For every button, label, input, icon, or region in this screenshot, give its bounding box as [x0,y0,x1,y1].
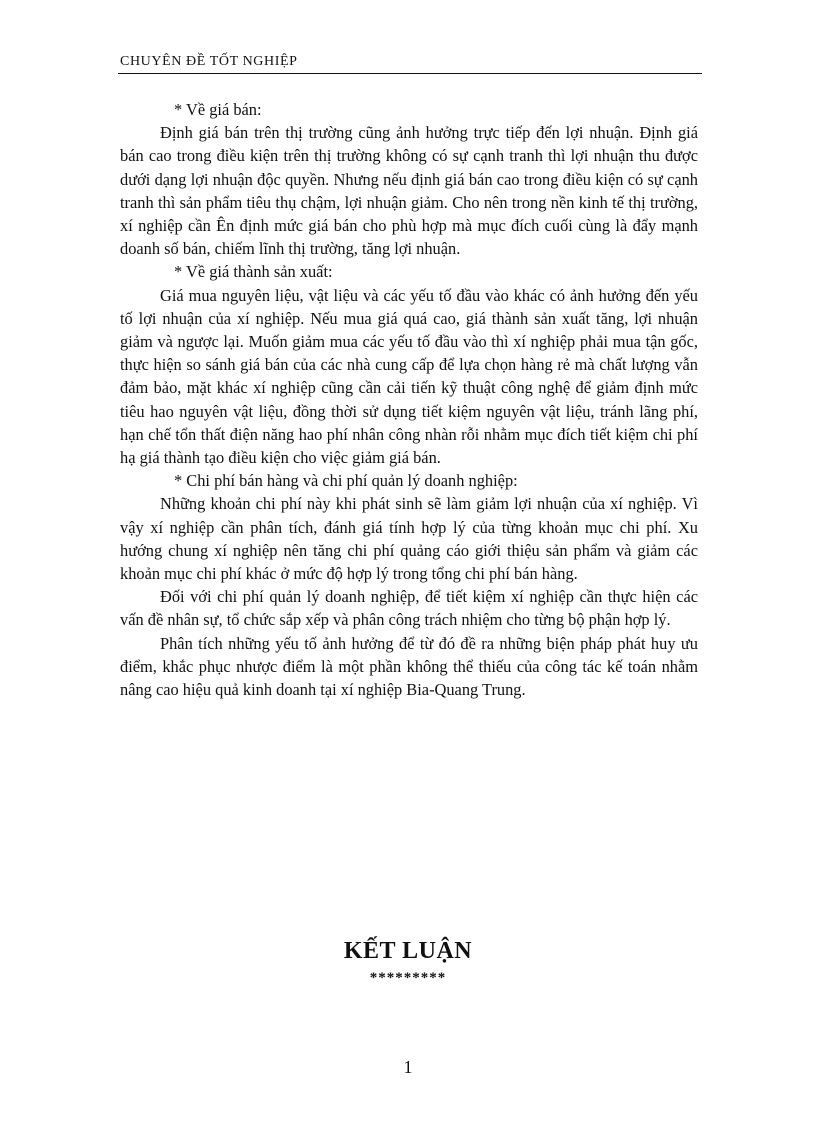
paragraph-ket: Phân tích những yếu tố ảnh hưởng để từ đó đề ra những biện pháp phát huy ưu điểm, khắc phục nhược điểm là một phần không thể thiếu của công tác kế toán nhằm nâng cao hiệu quả kinh doanh tại xí nghiệp Bia-Quang Trung. [120,633,698,700]
paragraph-gia-thanh: Giá mua nguyên liệu, vật liệu và các yếu tố đầu vào khác có ảnh hưởng đến yếu tố lợi nhuận của xí nghiệp. Nếu mua giá quá cao, giá thành sản xuất tăng, lợi nhuận giảm và ngược lại. Muốn giảm mua các yếu tố đầu vào thì xí nghiệp phải mua tận gốc, thực hiện so sánh giá bán của các nhà cung cấp để lựa chọn hàng rẻ mà chất lượng vẫn đảm bảo, mặt khác xí nghiệp cũng cần cải tiến kỹ thuật công nghệ để giảm định mức tiêu hao nguyên vật liệu, đồng thời sử dụng tiết kiệm nguyên vật liệu, tránh lãng phí, hạn chế tổn thất điện năng hao phí nhân công nhàn rỗi nhằm mục đích tiết kiệm chi phí hạ giá thành tạo điều kiện cho việc giảm giá bán. [120,285,698,468]
heading-gia-thanh: * Về giá thành sản xuất: [174,262,333,282]
heading-gia-ban: * Về giá bán: [174,100,262,119]
document-body [120,98,698,701]
conclusion-stars: ********* [369,970,447,986]
paragraph-chi-phi-1: Những khoản chi phí này khi phát sinh sẽ làm giảm lợi nhuận của xí nghiệp. Vì vậy xí nghiệp cần phân tích, đánh giá tính hợp lý của từng khoản mục chi phí. Xu hướng chung xí nghiệp nên tăng chi phí quảng cáo giới thiệu sản phẩm và giảm các khoản mục chi phí khác ở mức độ hợp lý trong tổng chi phí bán hàng. [120,494,698,584]
conclusion-title: KẾT LUẬN [343,938,473,964]
paragraph-gia-ban: Định giá bán trên thị trường cũng ảnh hưởng trực tiếp đến lợi nhuận. Định giá bán cao trong điều kiện trên thị trường không có sự cạnh tranh thì lợi nhuận thu được dưới dạng lợi nhuận độc quyền. Nhưng nếu định giá bán cao trong điều kiện có sự cạnh tranh thì sản phẩm tiêu thụ chậm, lợi nhuận giảm. Cho nên trong nền kinh tế thị trường, xí nghiệp cần Ên định mức giá bán cho phù hợp mà mục đích cuối cùng là đẩy mạnh doanh số bán, chiếm lĩnh thị trường, tăng lợi nhuận. [120,123,698,259]
page-number: 1 [403,1057,413,1077]
page-header [118,53,702,74]
header-title: CHUYÊN ĐỀ TỐT NGHIỆP [120,54,298,69]
paragraph-chi-phi-2: Đối với chi phí quản lý doanh nghiệp, để tiết kiệm xí nghiệp cần thực hiện các vấn đề nhân sự, tổ chức sắp xếp và phân công trách nhiệm cho từng bộ phận hợp lý. [120,587,698,630]
heading-chi-phi: * Chi phí bán hàng và chi phí quản lý doanh nghiệp: [174,471,518,491]
